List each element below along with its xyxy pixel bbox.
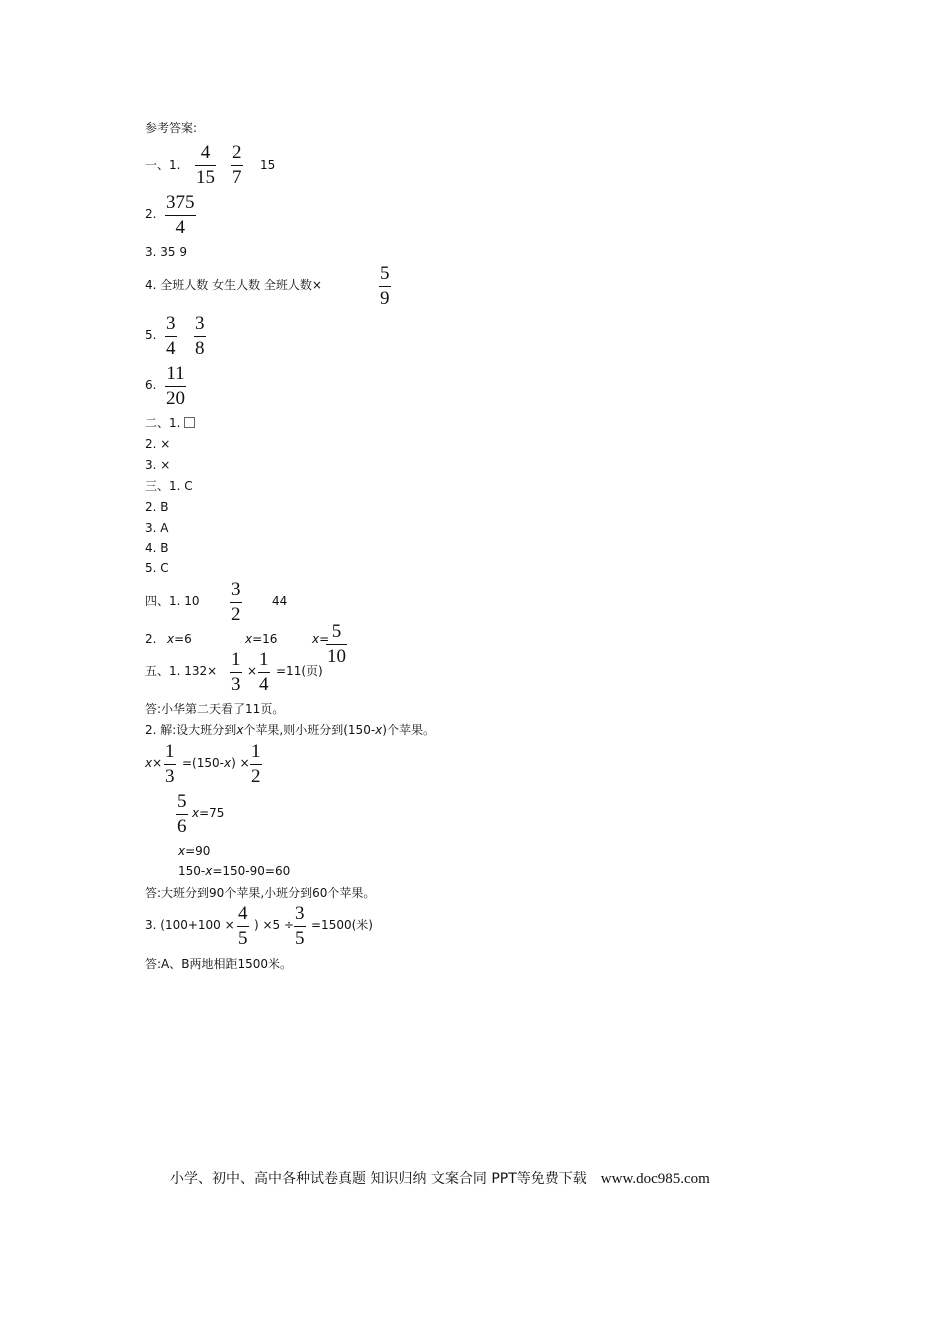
s5-eq3: x=90 <box>178 844 211 858</box>
s2-q2: 2. × <box>145 437 171 451</box>
s5-answer-2: 答:大班分到90个苹果,小班分到60个苹果。 <box>145 886 376 900</box>
s5-q1-fraction-1: $\frac{1}{3}$ <box>231 649 241 695</box>
s5-q3-c: =1500(米) <box>311 918 373 932</box>
s4-q2-eq2: x=16 <box>245 632 278 646</box>
s5-q3-fraction-1: $\frac{4}{5}$ <box>238 903 248 949</box>
s5-eq1-fraction-2: $\frac{1}{2}$ <box>251 741 261 787</box>
s1-q2-label: 2. <box>145 207 157 221</box>
s4-q1-value: 44 <box>272 594 288 608</box>
s1-q5-label: 5. <box>145 328 157 342</box>
s1-q1-fraction-1: $\frac{4}{15}$ <box>196 142 215 188</box>
s5-answer-1: 答:小华第二天看了11页。 <box>145 702 285 716</box>
checkbox-glyph-icon <box>184 417 195 428</box>
s1-q3: 3. 35 9 <box>145 245 187 259</box>
s1-q1-value: 15 <box>260 158 276 172</box>
s4-q1-label: 四、1. 10 <box>145 594 200 608</box>
s5-eq1-left: x× <box>145 756 163 770</box>
s3-q5: 5. C <box>145 561 169 575</box>
s1-q1-fraction-2: $\frac{2}{7}$ <box>232 142 242 188</box>
s1-q6-label: 6. <box>145 378 157 392</box>
s5-q3-fraction-2: $\frac{3}{5}$ <box>295 903 305 949</box>
s5-eq1-mid: =(150-x) × <box>182 756 250 770</box>
s5-q1-tail: =11(页) <box>276 664 323 678</box>
s1-q4-fraction: $\frac{5}{9}$ <box>380 263 390 309</box>
s4-q2-eq3: x= <box>312 632 330 646</box>
footer-url[interactable]: www.doc985.com <box>600 1171 710 1187</box>
s1-q2-fraction: $\frac{375}{4}$ <box>166 192 195 238</box>
s5-q1-fraction-2: $\frac{1}{4}$ <box>259 649 269 695</box>
footer-text: 小学、初中、高中各种试卷真题 知识归纳 文案合同 PPT等免费下载 <box>170 1171 587 1187</box>
s4-q2-eq1: x=6 <box>167 632 192 646</box>
s5-q3-a: 3. (100+100 × <box>145 918 235 932</box>
s3-q4: 4. B <box>145 541 169 555</box>
s4-q2-label: 2. <box>145 632 157 646</box>
s5-eq2: x=75 <box>192 806 225 820</box>
s4-q1-fraction: $\frac{3}{2}$ <box>231 579 241 625</box>
s5-eq1-fraction-1: $\frac{1}{3}$ <box>165 741 175 787</box>
s5-q2-setup: 2. 解:设大班分到x个苹果,则小班分到(150-x)个苹果。 <box>145 723 435 737</box>
s1-q5-fraction-1: $\frac{3}{4}$ <box>166 313 176 359</box>
s5-answer-3: 答:A、B两地相距1500米。 <box>145 957 293 971</box>
s5-eq2-fraction: $\frac{5}{6}$ <box>177 791 187 837</box>
s1-q5-fraction-2: $\frac{3}{8}$ <box>195 313 205 359</box>
s5-q1-label: 五、1. 132× <box>145 664 218 678</box>
s1-q1-label: 一、1. <box>145 158 181 172</box>
s2-q3: 3. × <box>145 458 171 472</box>
s5-eq4: 150-x=150-90=60 <box>178 864 291 878</box>
s5-q1-op2: × <box>247 664 258 678</box>
answer-title: 参考答案: <box>145 121 198 135</box>
s4-q2-clipped-fraction: $\frac{5}{10}$ <box>327 621 346 667</box>
s3-q2: 2. B <box>145 500 169 514</box>
page-footer <box>170 1168 710 1188</box>
s5-q3-b: ) ×5 ÷ <box>254 918 295 932</box>
s3-q1: 三、1. C <box>145 479 193 493</box>
s2-q1: 二、1. <box>145 416 195 430</box>
s3-q3: 3. A <box>145 521 169 535</box>
s1-q6-fraction: $\frac{11}{20}$ <box>166 363 185 409</box>
s1-q4-text: 4. 全班人数 女生人数 全班人数× <box>145 278 322 292</box>
